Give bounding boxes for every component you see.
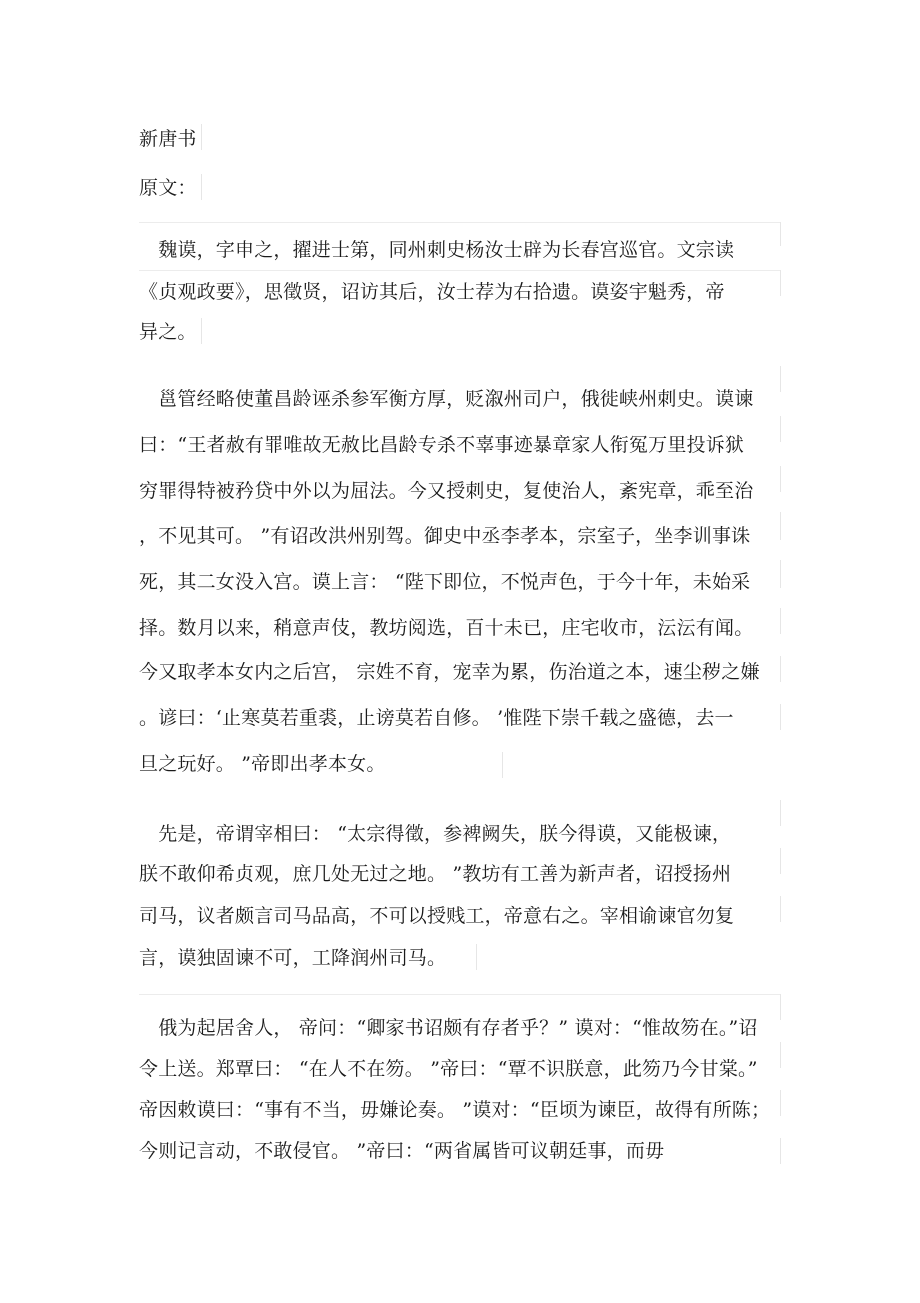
document-title: 新唐书 (139, 128, 197, 150)
section-label: 原文： (139, 177, 197, 199)
paragraph-line: 。谚曰：‘止寒莫若重裘，止谤莫若自修。 ’惟陛下崇千载之盛德，去一 (139, 707, 734, 729)
paragraph-line: 先是，帝谓宰相曰： “太宗得徵，参裨阙失，朕今得谟，又能极谏， (139, 823, 732, 845)
paragraph-line: 魏谟，字申之，擢进士第，同州刺史杨汝士辟为长春宫巡官。文宗读 (139, 239, 735, 261)
paragraph-line: 异之。 (139, 321, 197, 343)
paragraph-line: 司马，议者颇言司马品高，不可以授贱工，帝意右之。宰相谕谏官勿复 (139, 905, 735, 927)
paragraph-line: 择。数月以来，稍意声伎，教坊阅选，百十未已，庄宅收市，沄沄有闻。 (139, 617, 754, 639)
paragraph-line: 邕管经略使董昌龄诬杀参军衡方厚，贬溆州司户，俄徙峡州刺史。谟谏 (139, 388, 754, 410)
paragraph-line: 死，其二女没入宫。谟上言： “陛下即位，不悦声色，于今十年，未始采 (139, 571, 751, 593)
paragraph-line: 朕不敢仰希贞观，庶几处无过之地。 ”教坊有工善为新声者，诏授扬州 (139, 863, 732, 885)
paragraph-line: 《贞观政要》，思徵贤，诏访其后，汝士荐为右拾遗。谟姿宇魁秀，帝 (139, 281, 725, 303)
paragraph-line: 旦之玩好。 ”帝即出孝本女。 (139, 753, 386, 775)
paragraph-line: 言，谟独固谏不可，工降润州司马。 (139, 947, 447, 969)
paragraph-line: 令上送。郑覃曰： “在人不在笏。 ”帝曰：“覃不识朕意，此笏乃今甘棠。” (139, 1058, 758, 1080)
paragraph-line: 今又取孝本女内之后宫， 宗姓不育，宠幸为累，伤治道之本，速尘秽之嫌 (139, 661, 760, 683)
paragraph-line: 帝因敕谟曰：“事有不当，毋嫌论奏。 ”谟对：“臣顷为谏臣，故得有所陈； (139, 1099, 771, 1121)
paragraph-line: 今则记言动，不敢侵官。 ”帝曰：“两省属皆可议朝廷事，而毋 (139, 1140, 665, 1162)
paragraph-line: 俄为起居舍人， 帝问：“卿家书诏颇有存者乎？” 谟对：“惟故笏在。”诏 (139, 1017, 758, 1039)
paragraph-line: 曰：“王者赦有罪唯故无赦比昌龄专杀不辜事迹暴章家人衔冤万里投诉狱 (139, 434, 745, 456)
paragraph-line: ，不见其可。 ”有诏改洪州别驾。御史中丞李孝本，宗室子，坐李训事诛 (139, 525, 751, 547)
paragraph-line: 穷罪得特被矜贷中外以为屈法。今又授刺史，复使治人，紊宪章，乖至治 (139, 480, 754, 502)
